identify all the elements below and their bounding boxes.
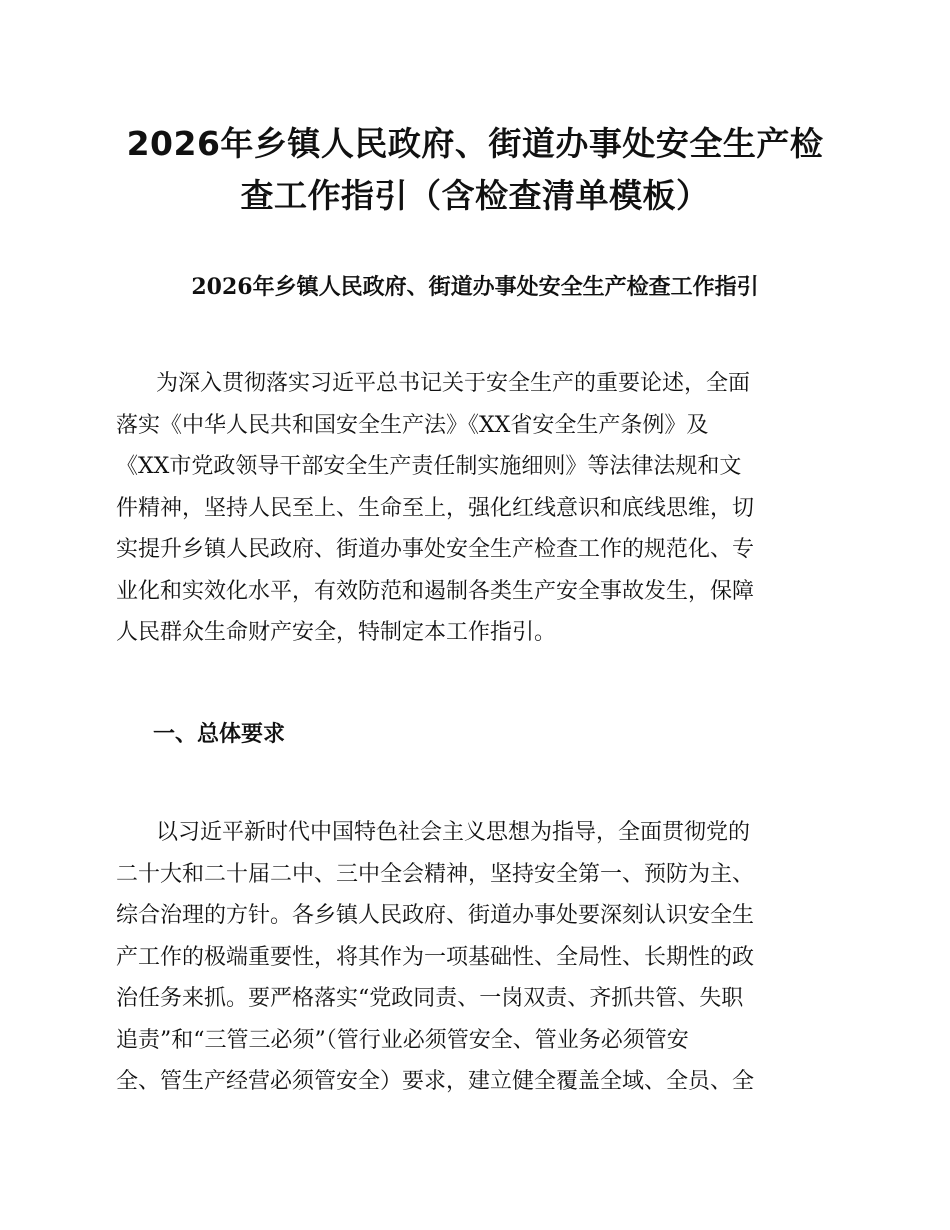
paragraph-line: 为深入贯彻落实习近平总书记关于安全生产的重要论述，全面: [156, 371, 751, 396]
document-title-line: 查工作指引（含检查清单模板）: [240, 176, 710, 215]
paragraph-line: 件精神，坚持人民至上、生命至上，强化红线意识和底线思维，切: [116, 495, 755, 521]
paragraph-line: 二十大和二十届二中、三中全会精神，坚持安全第一、预防为主、: [116, 861, 755, 887]
document-title: [110, 118, 840, 222]
paragraph-line: 综合治理的方针。各乡镇人民政府、街道办事处要深刻认识安全生: [116, 903, 755, 928]
paragraph-line: 落实《中华人民共和国安全生产法》《XX省安全生产条例》及: [116, 412, 709, 438]
paragraph-line: 人民群众生命财产安全，特制定本工作指引。: [116, 620, 557, 645]
paragraph-line: 实提升乡镇人民政府、街道办事处安全生产检查工作的规范化、专: [116, 537, 755, 562]
intro-paragraph: [116, 363, 838, 654]
paragraph-line: 产工作的极端重要性，将其作为一项基础性、全局性、长期性的政: [116, 944, 755, 970]
section-1-paragraph: [116, 812, 838, 1103]
paragraph-line: 业化和实效化水平，有效防范和遏制各类生产安全事故发生，保障: [116, 578, 755, 604]
paragraph-line: 全、管生产经营必须管安全）要求，建立健全覆盖全域、全员、全: [116, 1069, 755, 1094]
document-title-line: 2026年乡镇人民政府、街道办事处安全生产检: [126, 124, 824, 163]
document-subtitle: 2026年乡镇人民政府、街道办事处安全生产检查工作指引: [191, 274, 759, 300]
paragraph-line: 治任务来抓。要严格落实“党政同责、一岗双责、齐抓共管、失职: [116, 986, 744, 1011]
paragraph-line: 《XX市党政领导干部安全生产责任制实施细则》等法律法规和文: [116, 454, 742, 479]
paragraph-line: 追责”和“三管三必须”（管行业必须管安全、管业务必须管安: [116, 1027, 689, 1053]
section-heading: 一、总体要求: [153, 721, 286, 747]
paragraph-line: 以习近平新时代中国特色社会主义思想为指导，全面贯彻党的: [156, 820, 751, 845]
